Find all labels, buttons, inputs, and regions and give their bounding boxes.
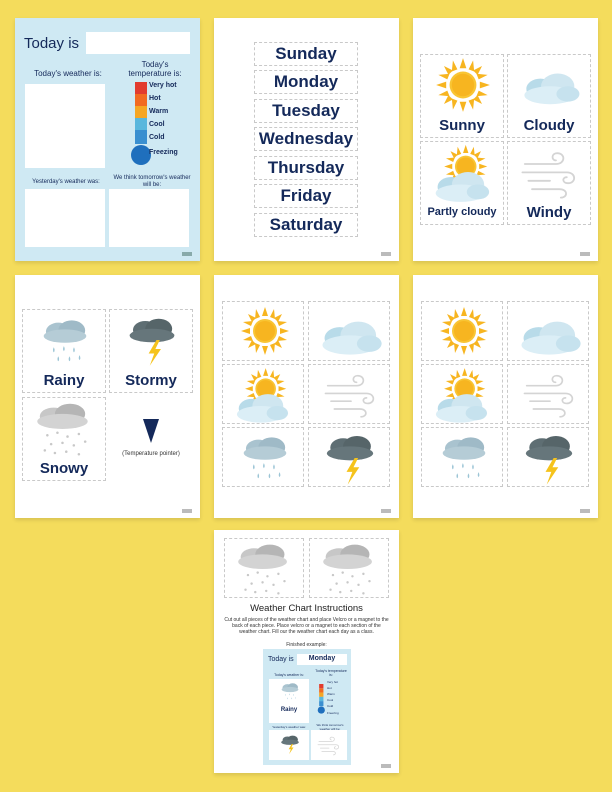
instructions-body: Cut out all pieces of the weather chart and place Velcro or a magnet to the back of each piece. Place velcro or a magnet to each section of the weather chart. Fill our the weather chart each day as a class.	[224, 617, 389, 635]
cloud-icon	[514, 312, 584, 356]
example-temp-cool: Cool	[327, 698, 334, 702]
icon-card-cloudy[interactable]	[507, 301, 589, 361]
example-temperature-label: Today's temperature is:	[315, 669, 347, 677]
thermometer-icon	[317, 679, 327, 719]
icon-card-sunny[interactable]	[421, 301, 503, 361]
card-rainy[interactable]	[22, 309, 106, 393]
example-tomorrow-box	[311, 730, 347, 760]
temp-level-hot: Hot	[149, 95, 161, 102]
weather-cards-page-2	[15, 275, 200, 518]
snow-cloud-icon	[320, 541, 380, 597]
icon-card-windy[interactable]	[507, 364, 589, 424]
card-partly-cloudy-label: Partly cloudy	[427, 206, 497, 218]
temp-level-very-hot: Very hot	[149, 82, 177, 89]
example-today-label: Today is	[268, 656, 294, 663]
page-logo	[580, 509, 590, 513]
today-is-label: Today is	[24, 35, 80, 52]
example-temp-warm: Warm	[327, 692, 335, 696]
example-weather-box	[269, 679, 309, 723]
wind-icon	[317, 734, 341, 756]
partly-cloudy-icon	[429, 144, 499, 202]
icon-card-stormy[interactable]	[507, 427, 589, 487]
tomorrow-weather-label: We think tomorrow's weather will be:	[113, 175, 191, 188]
card-snowy[interactable]	[22, 397, 106, 481]
storm-cloud-icon	[520, 430, 578, 486]
today-date-box[interactable]	[86, 32, 190, 54]
icon-card-windy[interactable]	[308, 364, 390, 424]
example-yesterday-box	[269, 730, 309, 760]
finished-example-chart	[263, 649, 351, 765]
sun-icon	[240, 306, 290, 356]
temp-level-cold: Cold	[149, 134, 165, 141]
yesterday-weather-box[interactable]	[25, 189, 105, 247]
example-weather-label: Today's weather is:	[274, 673, 304, 677]
icon-card-snowy[interactable]	[309, 538, 389, 598]
card-stormy-label: Stormy	[125, 372, 177, 389]
icon-card-partly-cloudy[interactable]	[222, 364, 304, 424]
example-temp-cold: Cold	[327, 704, 334, 708]
icon-card-stormy[interactable]	[308, 427, 390, 487]
page-logo	[381, 252, 391, 256]
card-stormy[interactable]	[109, 309, 193, 393]
card-cloudy[interactable]	[507, 54, 591, 138]
storm-cloud-icon	[124, 312, 180, 368]
storm-cloud-icon	[279, 733, 301, 755]
days-page	[214, 18, 399, 261]
finished-example-label: Finished example:	[286, 642, 327, 648]
day-card-friday[interactable]: Friday	[254, 184, 358, 208]
card-partly-cloudy[interactable]	[420, 141, 504, 225]
card-cloudy-label: Cloudy	[523, 117, 575, 134]
card-rainy-label: Rainy	[43, 372, 85, 389]
instructions-title: Weather Chart Instructions	[250, 603, 363, 614]
example-day-value: Monday	[308, 655, 336, 662]
temperature-pointer-label: (Temperature pointer)	[122, 451, 180, 457]
sun-icon	[435, 57, 491, 113]
icon-cards-page-1	[214, 275, 399, 518]
temp-level-freezing: Freezing	[149, 149, 178, 156]
rain-cloud-icon	[37, 312, 93, 368]
weather-cards-page-1	[413, 18, 598, 261]
wind-icon	[520, 146, 580, 200]
tomorrow-weather-box[interactable]	[109, 189, 189, 247]
icon-card-sunny[interactable]	[222, 301, 304, 361]
rain-cloud-icon	[436, 430, 492, 484]
card-sunny-label: Sunny	[439, 117, 485, 134]
example-weather-value: Rainy	[280, 707, 298, 713]
rain-cloud-icon	[279, 681, 301, 701]
page-logo	[580, 252, 590, 256]
day-card-saturday[interactable]: Saturday	[254, 213, 358, 237]
icon-cards-page-2	[413, 275, 598, 518]
icon-card-cloudy[interactable]	[308, 301, 390, 361]
example-temp-very-hot: Very hot	[327, 680, 339, 684]
example-temp-hot: Hot	[327, 686, 332, 690]
page-logo	[182, 252, 192, 256]
page-logo	[381, 764, 391, 768]
example-temperature-levels	[327, 680, 339, 717]
rain-cloud-icon	[237, 430, 293, 484]
temperature-levels	[149, 82, 178, 162]
todays-weather-label: Today's weather is:	[34, 69, 102, 78]
partly-cloudy-icon	[430, 367, 496, 423]
icon-card-partly-cloudy[interactable]	[421, 364, 503, 424]
card-snowy-label: Snowy	[39, 460, 89, 477]
page-logo	[182, 509, 192, 513]
yesterday-weather-label: Yesterday's weather was:	[32, 179, 100, 185]
temperature-pointer-icon[interactable]	[142, 418, 160, 444]
todays-weather-box[interactable]	[25, 84, 105, 168]
example-temp-freezing: Freezing	[327, 711, 339, 715]
icon-card-rainy[interactable]	[421, 427, 503, 487]
snow-cloud-icon	[33, 400, 97, 458]
day-card-monday[interactable]: Monday	[254, 70, 358, 94]
example-tomorrow-label: We think tomorrow's weather will be:	[316, 723, 344, 731]
example-yesterday-label: Yesterday's weather was:	[272, 725, 306, 729]
card-windy[interactable]	[507, 141, 591, 225]
storm-cloud-icon	[321, 430, 379, 486]
day-card-sunday[interactable]: Sunday	[254, 42, 358, 66]
card-sunny[interactable]	[420, 54, 504, 138]
wind-icon	[522, 369, 578, 419]
day-card-tuesday[interactable]: Tuesday	[254, 99, 358, 123]
cloud-icon	[518, 63, 582, 107]
day-card-thursday[interactable]: Thursday	[254, 156, 358, 180]
partly-cloudy-icon	[231, 367, 297, 423]
weather-chart-page	[15, 18, 200, 261]
page-logo	[381, 509, 391, 513]
sun-icon	[439, 306, 489, 356]
icon-card-rainy[interactable]	[222, 427, 304, 487]
day-card-wednesday[interactable]: Wednesday	[254, 127, 358, 151]
card-windy-label: Windy	[526, 204, 572, 221]
temp-level-warm: Warm	[149, 108, 169, 115]
icon-card-snowy[interactable]	[224, 538, 304, 598]
snow-cloud-icon	[235, 541, 295, 597]
temp-level-cool: Cool	[149, 121, 165, 128]
instructions-page	[214, 530, 399, 773]
wind-icon	[323, 369, 379, 419]
todays-temperature-label: Today's temperature is:	[128, 60, 182, 78]
cloud-icon	[315, 312, 385, 356]
